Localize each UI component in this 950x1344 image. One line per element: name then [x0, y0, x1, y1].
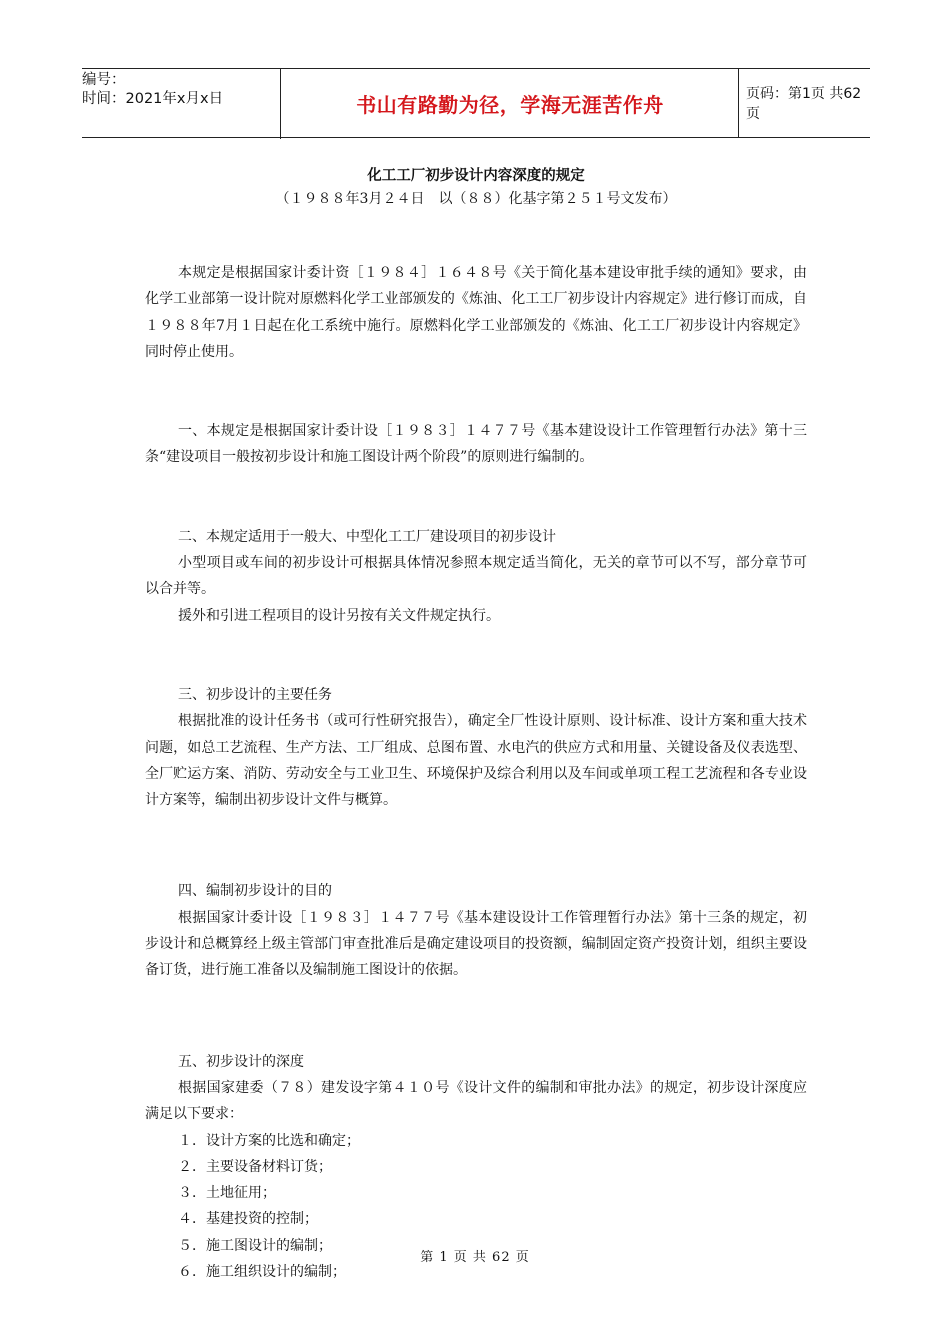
doc-time-label: 时间：2021年x月x日 [82, 91, 224, 107]
section-5-heading: 五、初步设计的深度 [178, 1053, 304, 1070]
doc-number-label: 编号： [82, 72, 126, 88]
section-5-paragraph: 根据国家建委（７８）建发设字第４１０号《设计文件的编制和审批办法》的规定，初步设计深度应满足以下要求： [145, 1079, 807, 1123]
section-3-paragraph: 根据批准的设计任务书（或可行性研究报告），确定全厂性设计原则、设计标准、设计方案和重大技术问题，如总工艺流程、生产方法、工厂组成、总图布置、水电汽的供应方式和用量、关键设备及仪表选型、全厂贮运方案、消防、劳动安全与工业卫生、环境保护及综合利用以及车间或单项工程工艺流程和各专业设计方案等，编制出初步设计文件与概算。 [145, 713, 807, 809]
list-item: ５．施工图设计的编制； [178, 1237, 332, 1254]
section-1-paragraph: 一、本规定是根据国家计委计设［１９８３］１４７７号《基本建设设计工作管理暂行办法》第十三条“建设项目一般按初步设计和施工图设计两个阶段”的原则进行编制的。 [145, 423, 807, 466]
page-footer: 第 1 页 共 62 页 [420, 1250, 530, 1265]
list-item: ３．土地征用； [178, 1185, 276, 1202]
section-3-heading: 三、初步设计的主要任务 [178, 686, 332, 703]
section-2-heading: 二、本规定适用于一般大、中型化工工厂建设项目的初步设计 [178, 528, 556, 545]
section-2-paragraph-2: 援外和引进工程项目的设计另按有关文件规定执行。 [178, 607, 500, 624]
page-header [82, 68, 870, 138]
section-2-paragraph-1: 小型项目或车间的初步设计可根据具体情况参照本规定适当简化，无关的章节可以不写，部分章节可以合并等。 [145, 555, 807, 598]
header-motto: 书山有路勤为径，学海无涯苦作舟 [282, 69, 739, 137]
document-body [145, 260, 807, 1285]
intro-paragraph: 本规定是根据国家计委计资［１９８４］１６４８号《关于简化基本建设审批手续的通知》要求，由化学工业部第一设计院对原燃料化学工业部颁发的《炼油、化工工厂初步设计内容规定》进行修订而成，自１９８８年7月１日起在化工系统中施行。原燃料化学工业部颁发的《炼油、化工工厂初步设计内容规定》同时停止使用。 [145, 265, 807, 360]
header-meta [82, 69, 281, 139]
document-subtitle: （１９８８年3月２４日 以（８８）化基字第２５１号文发布） [275, 191, 677, 207]
list-item: ４．基建投资的控制； [178, 1211, 318, 1228]
list-item: ６．施工组织设计的编制； [178, 1264, 346, 1281]
list-item: １．设计方案的比选和确定； [178, 1132, 360, 1149]
list-item: ２．主要设备材料订货； [178, 1158, 332, 1175]
header-page-info: 页码：第1页 共62页 [746, 86, 862, 122]
section-4-heading: 四、编制初步设计的目的 [178, 883, 332, 900]
document-title: 化工工厂初步设计内容深度的规定 [367, 168, 585, 184]
section-4-paragraph: 根据国家计委计设［１９８３］１４７７号《基本建设设计工作管理暂行办法》第十三条的规定，初步设计和总概算经上级主管部门审查批准后是确定建设项目的投资额，编制固定资产投资计划，组织主要设备订货，进行施工准备以及编制施工图设计的依据。 [145, 909, 807, 979]
